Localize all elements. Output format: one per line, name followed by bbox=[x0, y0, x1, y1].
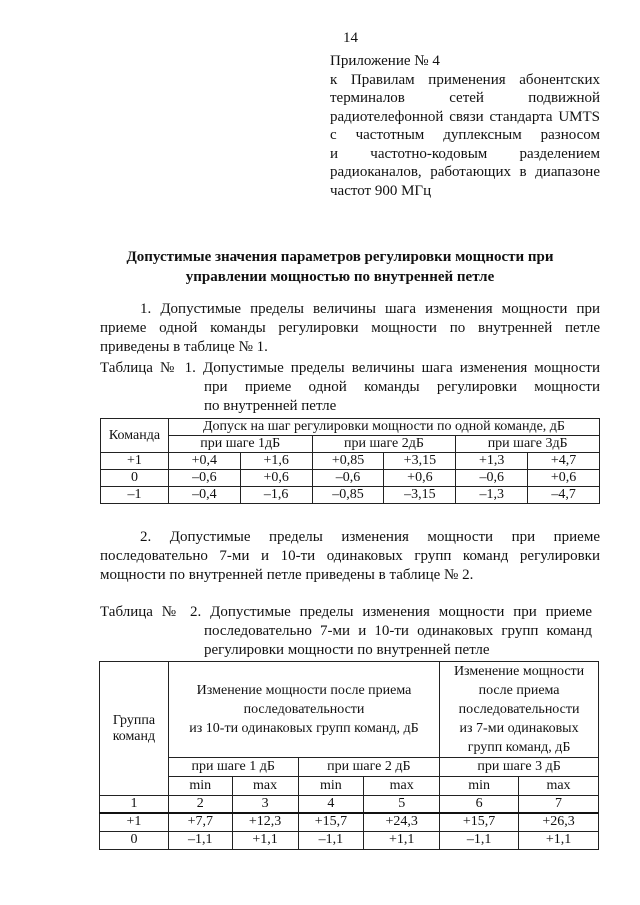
cell: +15,7 bbox=[440, 813, 519, 831]
cell: –1,3 bbox=[456, 487, 528, 504]
cell-command: 0 bbox=[101, 470, 169, 487]
appendix-line: и частотно-кодовым разделением bbox=[330, 145, 600, 162]
header-line: Изменение мощности bbox=[453, 664, 585, 679]
table-row bbox=[101, 470, 600, 487]
header-line: последовательности bbox=[243, 702, 365, 717]
cell: +1,1 bbox=[232, 831, 298, 849]
header-line: Изменение мощности после приема bbox=[196, 683, 412, 698]
cell: +1,1 bbox=[519, 831, 599, 849]
cell: +15,7 bbox=[298, 813, 364, 831]
cell: –0,6 bbox=[456, 470, 528, 487]
caption-line: по внутренней петле bbox=[204, 398, 337, 414]
appendix-header bbox=[330, 52, 600, 200]
header-step: при шаге 1 дБ bbox=[168, 758, 298, 777]
title-line: Допустимые значения параметров регулировки мощности при bbox=[126, 249, 554, 265]
cell: 1 bbox=[100, 796, 169, 814]
cell: –1,6 bbox=[240, 487, 312, 504]
header-tolerance: Допуск на шаг регулировки мощности по одной команде, дБ bbox=[168, 419, 599, 436]
paragraph-line: приведены в таблице № 1. bbox=[100, 339, 268, 355]
table-row bbox=[101, 453, 600, 470]
cell: –0,4 bbox=[168, 487, 240, 504]
cell: +1,6 bbox=[240, 453, 312, 470]
cell-command: +1 bbox=[101, 453, 169, 470]
header-line: после приема bbox=[478, 683, 560, 698]
table-row bbox=[100, 796, 599, 814]
cell: +0,4 bbox=[168, 453, 240, 470]
header-step: при шаге 2дБ bbox=[312, 436, 456, 453]
cell: +26,3 bbox=[519, 813, 599, 831]
cell: +0,85 bbox=[312, 453, 384, 470]
cell: +1,3 bbox=[456, 453, 528, 470]
header-step: при шаге 1дБ bbox=[168, 436, 312, 453]
header-max: max bbox=[519, 777, 599, 796]
cell: +3,15 bbox=[384, 453, 456, 470]
caption-line: Таблица № 2. Допустимые пределы изменения мощности при приеме bbox=[100, 604, 592, 620]
paragraph-line: мощности по внутренней петле приведены в таблице № 2. bbox=[100, 567, 474, 583]
paragraph-line: 1. Допустимые пределы величины шага изменения мощности при bbox=[140, 301, 600, 317]
caption-line: последовательно 7-ми и 10-ти одинаковых групп команд bbox=[204, 623, 592, 639]
cell-command: –1 bbox=[101, 487, 169, 504]
cell: +4,7 bbox=[528, 453, 600, 470]
paragraph-line: 2. Допустимые пределы изменения мощности при приеме bbox=[140, 529, 600, 545]
header-line: последовательности bbox=[458, 702, 580, 717]
appendix-line: Приложение № 4 bbox=[330, 53, 440, 69]
cell: 5 bbox=[364, 796, 440, 814]
cell: –0,6 bbox=[312, 470, 384, 487]
table-2 bbox=[99, 661, 599, 850]
cell: –1,1 bbox=[298, 831, 364, 849]
header-line: из 7-ми одинаковых bbox=[459, 721, 579, 736]
header-command: Команда bbox=[101, 419, 169, 453]
paragraph-line: приеме одной команды регулировки мощности по внутренней петле bbox=[100, 320, 600, 336]
appendix-line: радиоканалов, работающих в диапазоне bbox=[330, 164, 600, 180]
cell: +0,6 bbox=[384, 470, 456, 487]
cell: –0,6 bbox=[168, 470, 240, 487]
header-7-groups bbox=[440, 662, 599, 758]
caption-line: Таблица № 1. Допустимые пределы величины шага изменения мощности bbox=[100, 360, 600, 376]
cell: –0,85 bbox=[312, 487, 384, 504]
cell: 4 bbox=[298, 796, 364, 814]
table-row bbox=[101, 487, 600, 504]
table-1-caption bbox=[100, 359, 600, 416]
cell: +7,7 bbox=[168, 813, 232, 831]
header-group bbox=[100, 662, 169, 796]
cell: –1,1 bbox=[440, 831, 519, 849]
section-title bbox=[120, 247, 560, 287]
paragraph-2 bbox=[100, 528, 600, 585]
appendix-line: радиотелефонной связи стандарта UMTS bbox=[330, 108, 600, 125]
table-row bbox=[100, 831, 599, 849]
table-row bbox=[100, 813, 599, 831]
caption-line: при приеме одной команды регулировки мощности bbox=[204, 379, 600, 395]
cell: +1,1 bbox=[364, 831, 440, 849]
cell: +0,6 bbox=[240, 470, 312, 487]
table-2-caption bbox=[100, 603, 592, 660]
caption-line: регулировки мощности по внутренней петле bbox=[204, 642, 490, 658]
table-1 bbox=[100, 418, 600, 504]
appendix-line: к Правилам применения абонентских bbox=[330, 71, 600, 88]
cell: 6 bbox=[440, 796, 519, 814]
header-line: из 10-ти одинаковых групп команд, дБ bbox=[189, 721, 419, 736]
header-step: при шаге 2 дБ bbox=[298, 758, 440, 777]
header-step: при шаге 3дБ bbox=[456, 436, 600, 453]
page-number: 14 bbox=[343, 30, 358, 46]
cell: –4,7 bbox=[528, 487, 600, 504]
title-line: управлении мощностью по внутренней петле bbox=[185, 269, 495, 285]
header-step: при шаге 3 дБ bbox=[440, 758, 599, 777]
cell: 2 bbox=[168, 796, 232, 814]
cell: +0,6 bbox=[528, 470, 600, 487]
appendix-line: частот 900 МГц bbox=[330, 182, 432, 199]
cell-command: +1 bbox=[100, 813, 169, 831]
appendix-line: терминалов сетей подвижной bbox=[330, 90, 600, 106]
cell: –1,1 bbox=[168, 831, 232, 849]
cell: +24,3 bbox=[364, 813, 440, 831]
header-min: min bbox=[168, 777, 232, 796]
header-max: max bbox=[232, 777, 298, 796]
cell: 3 bbox=[232, 796, 298, 814]
paragraph-1 bbox=[100, 300, 600, 357]
header-min: min bbox=[440, 777, 519, 796]
header-10-groups bbox=[168, 662, 439, 758]
header-max: max bbox=[364, 777, 440, 796]
paragraph-line: последовательно 7-ми и 10-ти одинаковых групп команд регулировки bbox=[100, 548, 600, 564]
cell-command: 0 bbox=[100, 831, 169, 849]
cell: 7 bbox=[519, 796, 599, 814]
header-line: команд bbox=[112, 728, 156, 744]
header-line: групп команд, дБ bbox=[467, 740, 571, 755]
header-min: min bbox=[298, 777, 364, 796]
cell: –3,15 bbox=[384, 487, 456, 504]
appendix-line: с частотным дуплексным разносом bbox=[330, 127, 600, 143]
header-line: Группа bbox=[112, 712, 156, 728]
cell: +12,3 bbox=[232, 813, 298, 831]
